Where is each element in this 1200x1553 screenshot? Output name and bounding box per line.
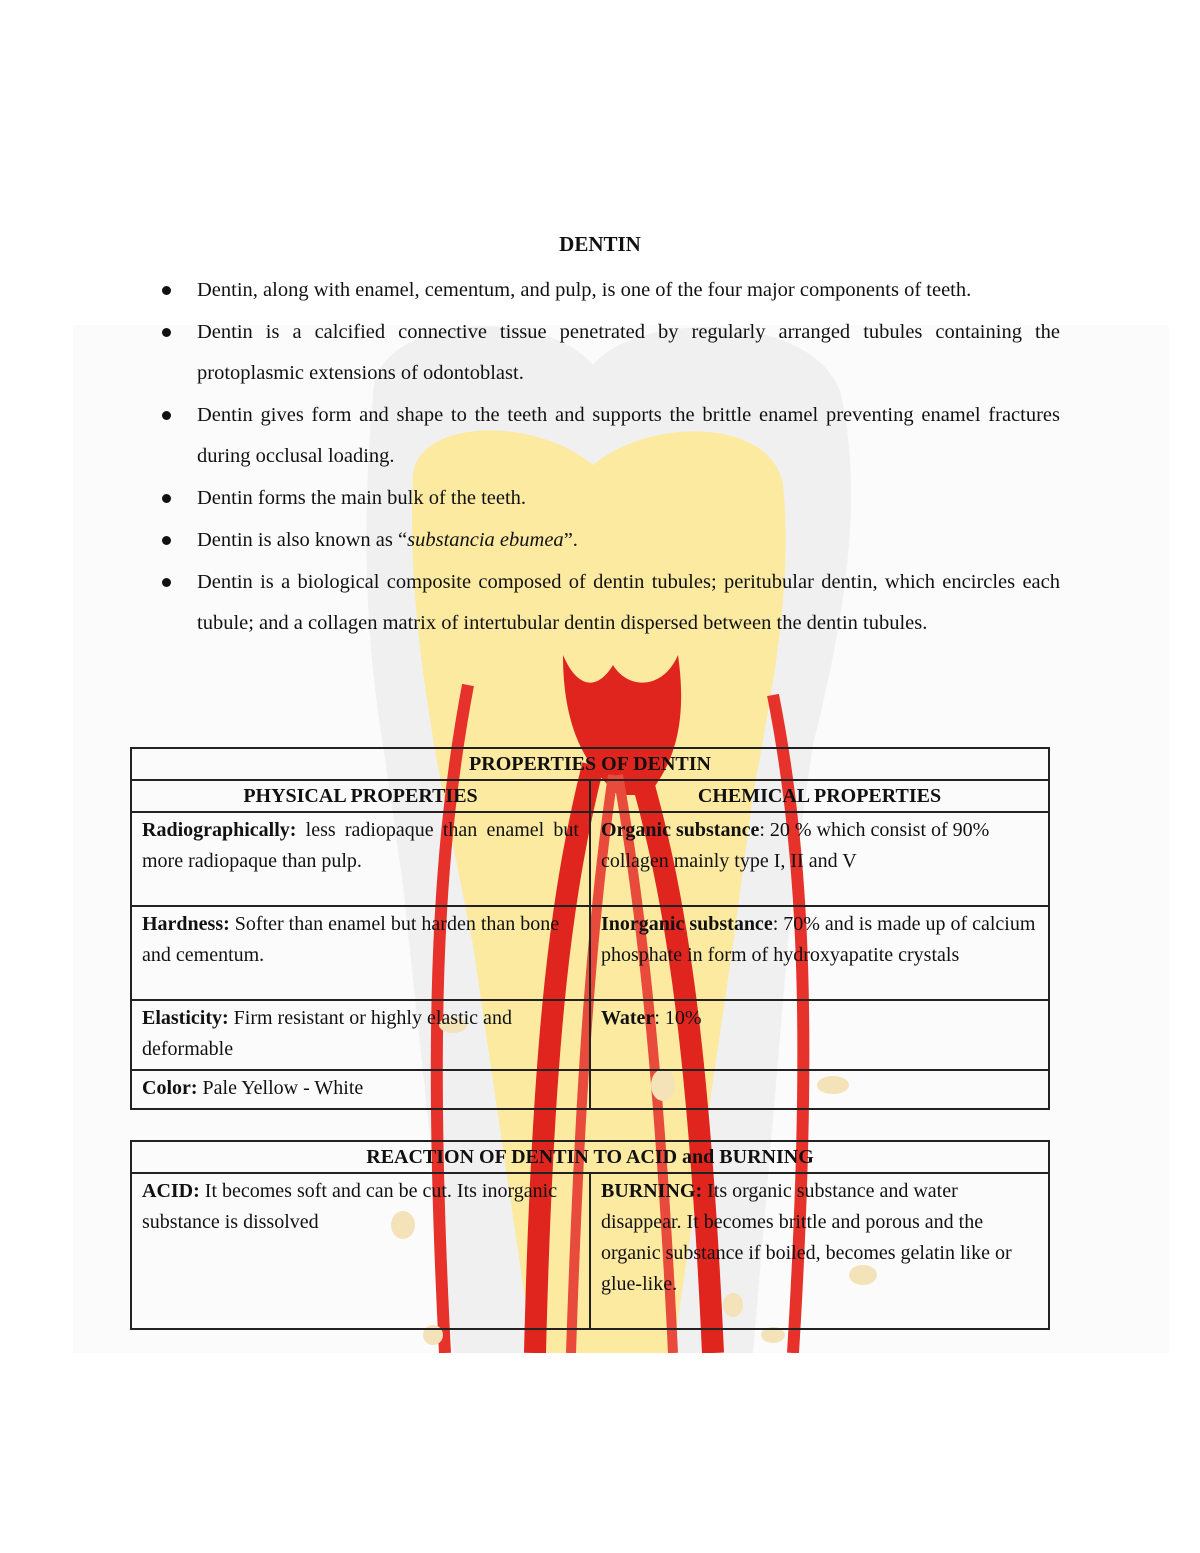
bullet-item — [160, 562, 1060, 644]
bullet-text: Dentin forms the main bulk of the teeth. — [197, 487, 527, 509]
chemical-cell-empty — [590, 1070, 1049, 1109]
bullet-text-prefix: Dentin is also known as “ — [197, 529, 408, 551]
bullet-text: Dentin is a calcified connective tissue penetrated by regularly arranged tubules containing the protoplasmic extensions of odontoblast. — [197, 321, 1060, 384]
reaction-table — [130, 1140, 1050, 1330]
physical-cell-color: Color: Pale Yellow - White — [131, 1070, 590, 1109]
bullet-item — [160, 478, 1060, 519]
chemical-cell-inorganic: Inorganic substance: 70% and is made up of calcium phosphate in form of hydroxyapatite crystals — [590, 906, 1049, 1000]
physical-cell-hardness: Hardness: Softer than enamel but harden than bone and cementum. — [131, 906, 590, 1000]
latin-term: substancia ebumea — [407, 529, 564, 551]
bullet-item — [160, 270, 1060, 311]
bullet-text: Dentin is a biological composite composed of dentin tubules; peritubular dentin, which encircles each tubule; and a collagen matrix of intertubular dentin dispersed between the dentin tubules. — [197, 571, 1060, 634]
properties-table-title: PROPERTIES OF DENTIN — [131, 748, 1049, 780]
physical-cell-elasticity: Elasticity: Firm resistant or highly elastic and deformable — [131, 1000, 590, 1070]
bullet-text-suffix: ”. — [563, 529, 578, 551]
physical-properties-header: PHYSICAL PROPERTIES — [131, 780, 590, 812]
bullet-list — [160, 270, 1060, 645]
bullet-icon — [162, 286, 171, 295]
bullet-item — [160, 520, 1060, 561]
burning-cell: BURNING: Its organic substance and water disappear. It becomes brittle and porous and the organic substance if boiled, becomes gelatin like or glue-like. — [590, 1173, 1049, 1329]
bullet-icon — [162, 536, 171, 545]
acid-cell: ACID: It becomes soft and can be cut. Its inorganic substance is dissolved — [131, 1173, 590, 1329]
bullet-icon — [162, 578, 171, 587]
bullet-icon — [162, 494, 171, 503]
chemical-cell-organic: Organic substance: 20 % which consist of 90% collagen mainly type I, II and V — [590, 812, 1049, 906]
chemical-properties-header: CHEMICAL PROPERTIES — [590, 780, 1049, 812]
bullet-icon — [162, 411, 171, 420]
reaction-table-title: REACTION OF DENTIN TO ACID and BURNING — [131, 1141, 1049, 1173]
bullet-item — [160, 312, 1060, 394]
properties-table — [130, 747, 1050, 1110]
bullet-icon — [162, 328, 171, 337]
bullet-item — [160, 395, 1060, 477]
chemical-cell-water: Water: 10% — [590, 1000, 1049, 1070]
bullet-text: Dentin gives form and shape to the teeth and supports the brittle enamel preventing enamel fractures during occlusal loading. — [197, 404, 1060, 467]
bullet-text: Dentin, along with enamel, cementum, and pulp, is one of the four major components of teeth. — [197, 279, 972, 301]
document-title: DENTIN — [559, 232, 641, 256]
physical-cell-radiographic: Radiographically: less radiopaque than enamel but more radiopaque than pulp. — [131, 812, 590, 906]
